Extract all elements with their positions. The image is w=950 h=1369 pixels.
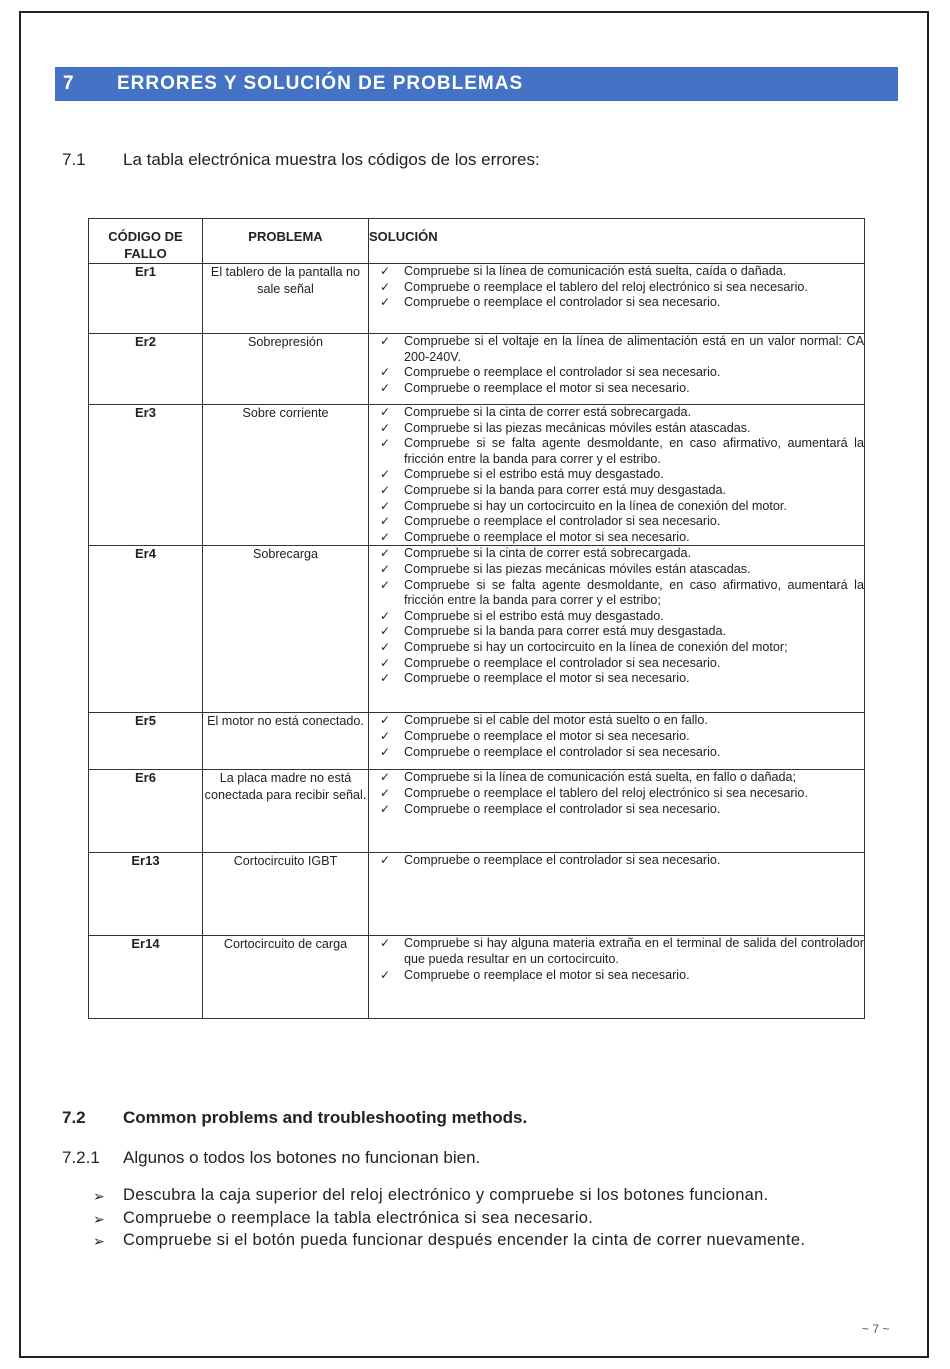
section-title: ERRORES Y SOLUCIÓN DE PROBLEMAS [117,73,524,94]
arrow-bullet-icon: ➢ [93,1210,106,1227]
list-item [369,671,864,687]
solution-text: Compruebe o reemplace el motor si sea necesario. [404,728,690,743]
solution-list [369,546,864,686]
solution-text: Compruebe si la cinta de correr está sobrecargada. [404,405,692,419]
solution-text: Compruebe si se falta agente desmoldante, en caso afirmativo, aumentará la fricción entre la banda para correr y el estribo; [404,577,864,608]
header-code: CÓDIGO DE FALLO [89,219,203,264]
error-problem: Cortocircuito IGBT [203,853,369,936]
solution-text: Compruebe si la línea de comunicación está suelta, caída o dañada. [404,264,787,278]
error-solutions [369,770,865,853]
checkmark-icon: ✓ [380,671,391,686]
solution-text: Compruebe si el voltaje en la línea de alimentación está en un valor normal: CA 200-240V. [404,334,864,364]
list-item [369,499,864,515]
solution-text: Compruebe si la banda para correr está muy desgastada. [404,624,727,639]
subsection-number: 7.2 [62,1108,86,1127]
solution-text: Compruebe o reemplace el motor si sea necesario. [404,671,690,686]
error-problem: Sobre corriente [203,405,369,546]
checkmark-icon: ✓ [380,514,391,529]
error-problem: Sobrepresión [203,334,369,405]
error-problem: Sobrecarga [203,546,369,713]
checkmark-icon: ✓ [380,529,391,544]
list-item [369,770,864,786]
subsection-7-2-1 [62,1148,480,1168]
checkmark-icon: ✓ [380,334,391,348]
checkmark-icon: ✓ [380,436,391,451]
bullet-text: Descubra la caja superior del reloj electrónico y compruebe si los botones funcionan. [123,1186,769,1204]
list-item [93,1231,805,1254]
solution-list [369,936,864,983]
solution-text: Compruebe o reemplace el controlador si sea necesario. [404,853,721,868]
list-item [93,1186,805,1209]
solution-text: Compruebe o reemplace el controlador si sea necesario. [404,744,721,759]
solution-text: Compruebe si el estribo está muy desgastado. [404,608,664,623]
solution-text: Compruebe si el estribo está muy desgastado. [404,467,664,482]
list-item [369,786,864,802]
checkmark-icon: ✓ [380,801,391,816]
list-item [369,802,864,818]
solution-text: Compruebe si hay un cortocircuito en la línea de conexión del motor; [404,639,788,654]
error-codes-table [88,218,865,1019]
solution-list [369,334,864,396]
checkmark-icon: ✓ [380,577,391,592]
solution-list [369,770,864,817]
list-item [369,562,864,578]
list-item [369,729,864,745]
checkmark-icon: ✓ [380,546,391,561]
table-row [89,853,865,936]
checkmark-icon: ✓ [380,853,391,868]
checkmark-icon: ✓ [380,498,391,513]
solution-text: Compruebe si la línea de comunicación está suelta, en fallo o dañada; [404,770,797,785]
list-item [369,467,864,483]
list-item [369,745,864,761]
list-item [369,436,864,467]
checkmark-icon: ✓ [380,967,391,982]
list-item [369,853,864,869]
list-item [369,334,864,365]
solution-text: Compruebe si hay un cortocircuito en la línea de conexión del motor. [404,498,787,513]
table-row [89,546,865,713]
error-problem: El motor no está conectado. [203,713,369,770]
solution-text: Compruebe si se falta agente desmoldante, en caso afirmativo, aumentará la fricción entre la banda para correr y el estribo. [404,436,864,466]
checkmark-icon: ✓ [380,639,391,654]
solution-text: Compruebe o reemplace el controlador si sea necesario. [404,295,721,310]
arrow-bullet-icon: ➢ [93,1233,106,1249]
checkmark-icon: ✓ [380,936,391,951]
subsection-text: La tabla electrónica muestra los códigos de los errores: [123,150,540,169]
list-item [369,514,864,530]
error-code: Er1 [89,264,203,334]
checkmark-icon: ✓ [380,264,391,278]
checkmark-icon: ✓ [380,770,391,785]
checkmark-icon: ✓ [380,624,391,639]
checkmark-icon: ✓ [380,405,391,419]
solution-text: Compruebe o reemplace el controlador si sea necesario. [404,514,721,529]
list-item [93,1209,805,1232]
bullet-list [93,1186,805,1254]
checkmark-icon: ✓ [380,279,391,294]
error-solutions [369,936,865,1019]
error-code: Er14 [89,936,203,1019]
error-code: Er13 [89,853,203,936]
solution-list [369,405,864,545]
table-row [89,770,865,853]
checkmark-icon: ✓ [380,467,391,482]
error-solutions [369,546,865,713]
subsection-number: 7.1 [62,150,86,169]
list-item [369,295,864,311]
subsection-text: Algunos o todos los botones no funcionan bien. [123,1148,481,1167]
header-problem: PROBLEMA [203,219,369,264]
checkmark-icon: ✓ [380,785,391,800]
error-solutions [369,853,865,936]
list-item [369,483,864,499]
list-item [369,405,864,421]
solution-text: Compruebe si hay alguna materia extraña en el terminal de salida del controlador que pueda resultar en un cortocircuito. [404,936,864,966]
error-code: Er4 [89,546,203,713]
subsection-7-2 [62,1108,527,1128]
checkmark-icon: ✓ [380,420,391,435]
header-solution: SOLUCIÓN [369,219,865,264]
list-item [369,530,864,546]
list-item [369,609,864,625]
list-item [369,421,864,437]
solution-text: Compruebe o reemplace el controlador si sea necesario. [404,801,721,816]
list-item [369,713,864,729]
list-item [369,365,864,381]
checkmark-icon: ✓ [380,365,391,380]
checkmark-icon: ✓ [380,608,391,623]
list-item [369,381,864,397]
list-item [369,578,864,609]
list-item [369,280,864,296]
list-item [369,624,864,640]
error-code: Er2 [89,334,203,405]
checkmark-icon: ✓ [380,561,391,576]
list-item [369,546,864,562]
solution-list [369,853,864,869]
solution-list [369,713,864,760]
table-row [89,334,865,405]
checkmark-icon: ✓ [380,713,391,728]
error-problem: Cortocircuito de carga [203,936,369,1019]
checkmark-icon: ✓ [380,482,391,497]
subsection-7-1 [62,150,540,170]
table-row [89,713,865,770]
list-item [369,936,864,967]
table-header-row [89,219,865,264]
solution-text: Compruebe o reemplace el tablero del reloj electrónico si sea necesario. [404,785,808,800]
list-item [369,656,864,672]
section-number: 7 [63,73,75,94]
solution-text: Compruebe si la cinta de correr está sobrecargada. [404,546,692,561]
checkmark-icon: ✓ [380,655,391,670]
page-number: ~ 7 ~ [862,1322,890,1336]
solution-text: Compruebe si el cable del motor está suelto o en fallo. [404,713,708,728]
checkmark-icon: ✓ [380,380,391,395]
bullet-text: Compruebe si el botón pueda funcionar después encender la cinta de correr nuevamente. [123,1231,806,1249]
error-code: Er5 [89,713,203,770]
bullet-text: Compruebe o reemplace la tabla electrónica si sea necesario. [123,1208,594,1227]
error-solutions [369,405,865,546]
solution-list [369,264,864,311]
solution-text: Compruebe si las piezas mecánicas móviles están atascadas. [404,420,751,435]
error-solutions [369,713,865,770]
solution-text: Compruebe o reemplace el motor si sea necesario. [404,529,690,544]
table-row [89,405,865,546]
solution-text: Compruebe si las piezas mecánicas móviles están atascadas. [404,561,751,576]
error-problem: La placa madre no está conectada para recibir señal. [203,770,369,853]
list-item [369,968,864,984]
error-solutions [369,334,865,405]
solution-text: Compruebe o reemplace el motor si sea necesario. [404,967,690,982]
solution-text: Compruebe o reemplace el controlador si sea necesario. [404,365,721,380]
section-heading [55,67,898,101]
table-row [89,264,865,334]
arrow-bullet-icon: ➢ [93,1188,106,1204]
error-code: Er6 [89,770,203,853]
list-item [369,264,864,280]
solution-text: Compruebe o reemplace el motor si sea necesario. [404,380,690,395]
error-code: Er3 [89,405,203,546]
solution-text: Compruebe si la banda para correr está muy desgastada. [404,482,727,497]
checkmark-icon: ✓ [380,744,391,759]
error-solutions [369,264,865,334]
checkmark-icon: ✓ [380,728,391,743]
checkmark-icon: ✓ [380,295,391,310]
error-problem: El tablero de la pantalla no sale señal [203,264,369,334]
solution-text: Compruebe o reemplace el controlador si sea necesario. [404,655,721,670]
subsection-text: Common problems and troubleshooting methods. [123,1108,528,1127]
table-row [89,936,865,1019]
subsection-number: 7.2.1 [62,1148,100,1167]
list-item [369,640,864,656]
solution-text: Compruebe o reemplace el tablero del reloj electrónico si sea necesario. [404,279,808,294]
